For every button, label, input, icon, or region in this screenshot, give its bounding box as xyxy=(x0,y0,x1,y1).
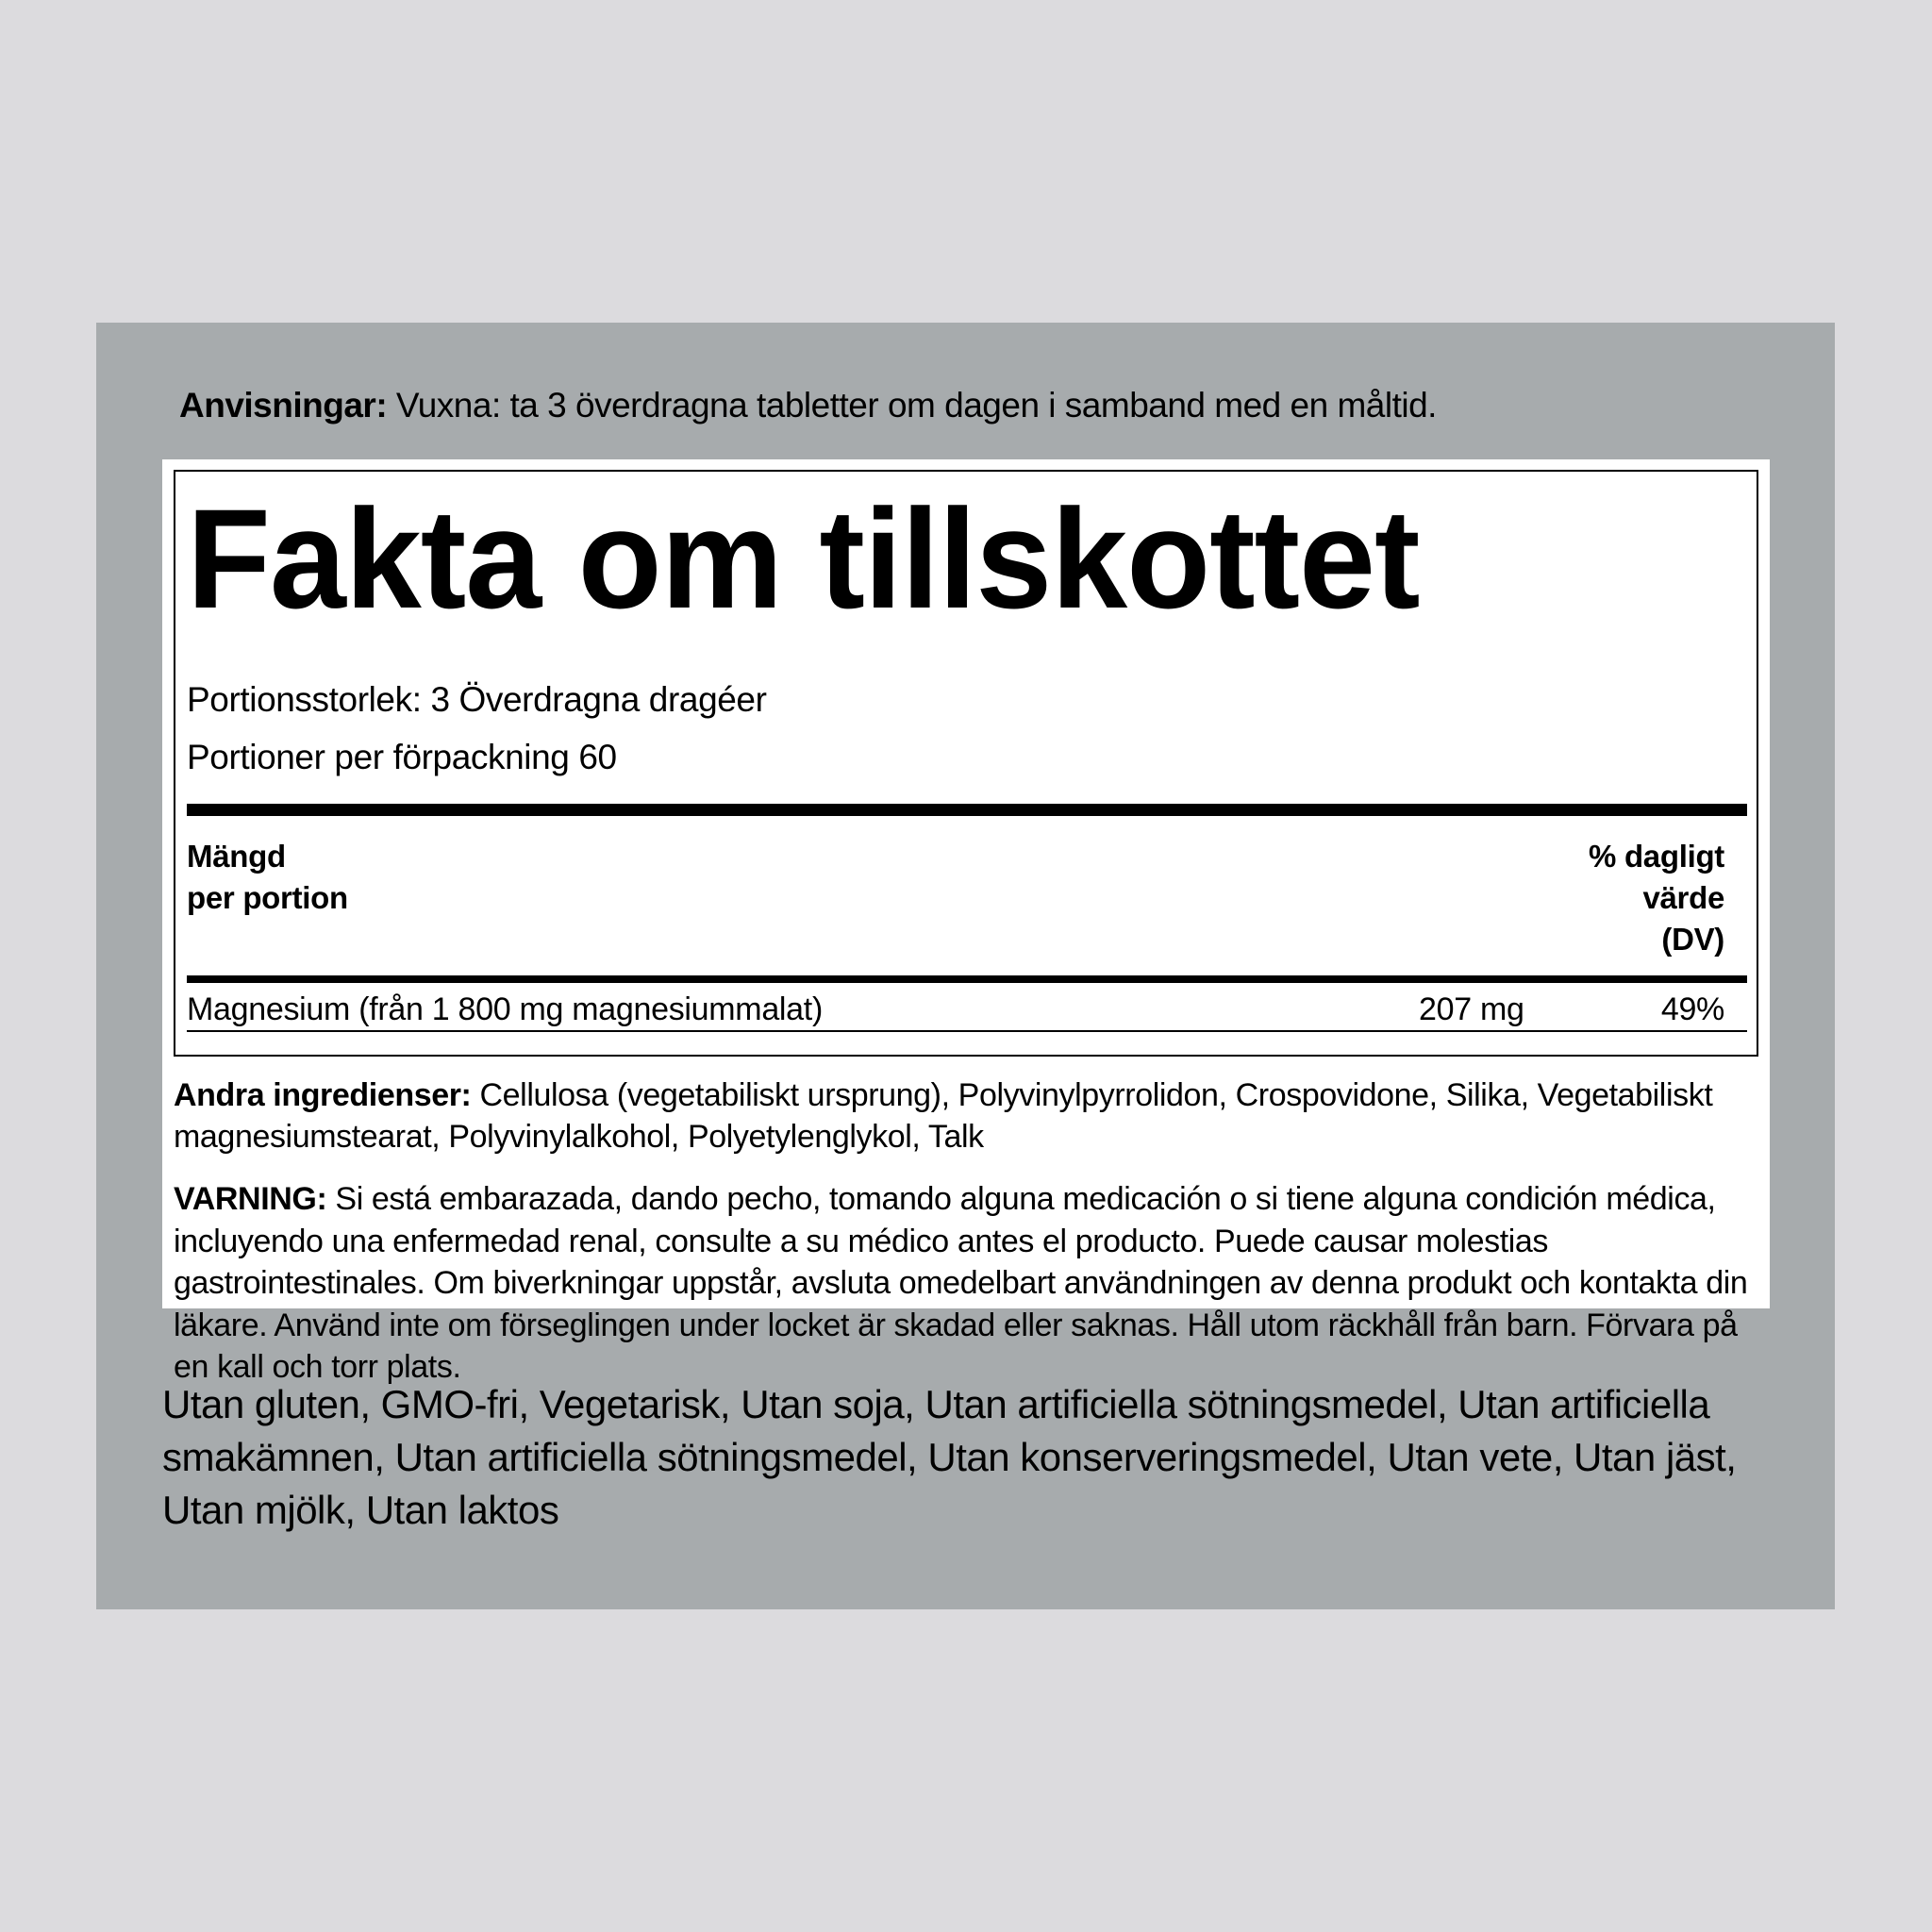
nutrient-amount: 207 mg xyxy=(1419,991,1524,1027)
supplement-facts-box xyxy=(174,470,1758,1057)
warning-text: Si está embarazada, dando pecho, tomando alguna medicación o si tiene alguna condición médica, incluyendo una enfermedad renal, consulte a su médico antes el producto. Puede causar molestias gastrointestinales. Om biverkningar uppstår, avsluta omedelbart användningen av denna produkt och kontakta din läkare. Använd inte om förseglingen under locket är skadad eller saknas. Håll utom räckhåll från barn. Förvara på en kall och torr plats. xyxy=(174,1181,1748,1385)
nutrient-daily-value: 49% xyxy=(1660,991,1724,1027)
thin-divider xyxy=(187,1030,1747,1032)
supplement-label-panel xyxy=(96,323,1835,1609)
warning-label: VARNING: xyxy=(174,1181,327,1217)
warning xyxy=(174,1178,1768,1389)
facts-title: Fakta om tillskottet xyxy=(187,479,1420,638)
serving-size: Portionsstorlek: 3 Överdragna dragéer xyxy=(187,680,767,719)
amount-header-line: per portion xyxy=(187,880,348,915)
amount-per-serving-header xyxy=(187,836,348,919)
thick-divider xyxy=(187,804,1747,816)
servings-per-container: Portioner per förpackning 60 xyxy=(187,738,617,776)
other-ingredients-text: Cellulosa (vegetabiliskt ursprung), Polyvinylpyrrolidon, Crospovidone, Silika, Vegetabiliskt magnesiumstearat, Polyvinylalkohol, Polyetylenglykol, Talk xyxy=(174,1077,1713,1155)
dv-header-line: % dagligt xyxy=(1589,839,1724,874)
dv-header-line: (DV) xyxy=(1661,922,1724,957)
facts-card xyxy=(162,459,1770,1385)
medium-divider xyxy=(187,975,1747,983)
other-ingredients xyxy=(174,1074,1768,1158)
other-ingredients-label: Andra ingredienser: xyxy=(174,1077,472,1113)
directions xyxy=(179,385,1437,426)
directions-label: Anvisningar: xyxy=(179,386,388,425)
amount-header-line: Mängd xyxy=(187,839,286,874)
directions-text: Vuxna: ta 3 överdragna tabletter om dagen i samband med en måltid. xyxy=(387,386,1437,425)
nutrient-name: Magnesium (från 1 800 mg magnesiummalat) xyxy=(187,991,823,1027)
free-from-claims: Utan gluten, GMO-fri, Vegetarisk, Utan soja, Utan artificiella sötningsmedel, Utan artificiella smakämnen, Utan artificiella sötningsmedel, Utan konserveringsmedel, Utan vete, Utan jäst, Utan mjölk, Utan laktos xyxy=(162,1382,1737,1532)
daily-value-header xyxy=(1589,836,1724,960)
dv-header-line: värde xyxy=(1642,880,1724,915)
